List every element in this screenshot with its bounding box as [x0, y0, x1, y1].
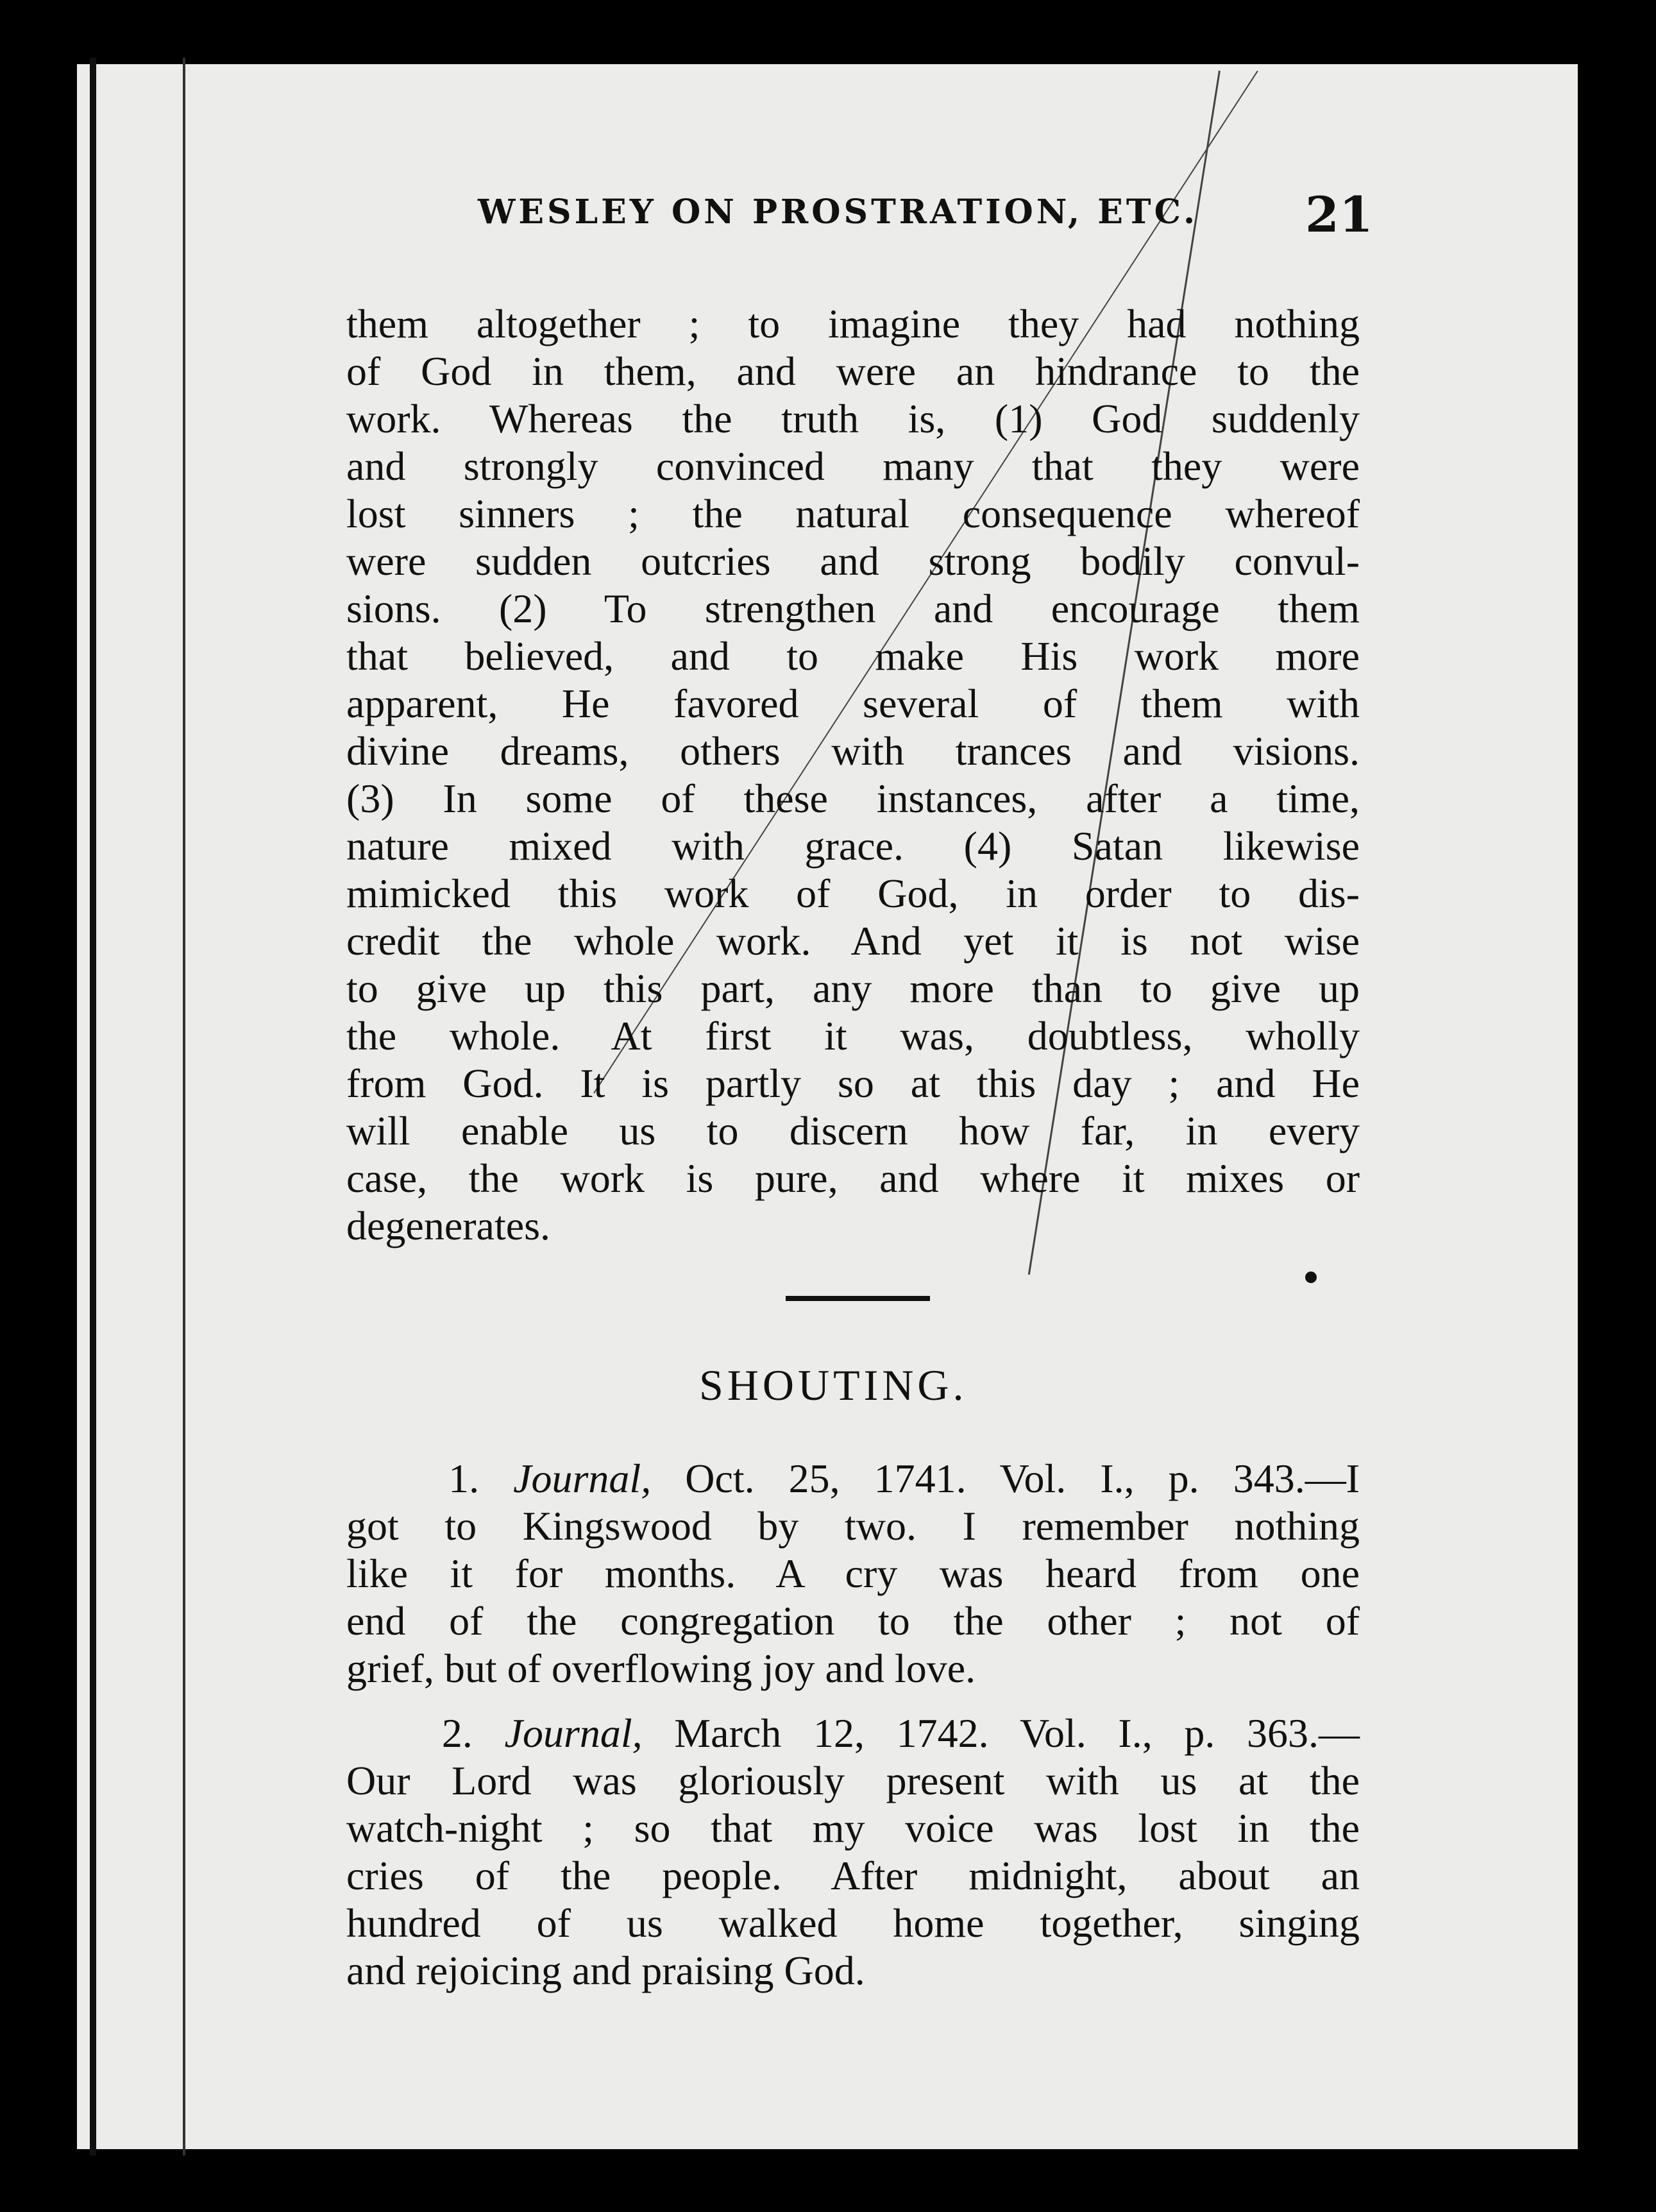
entry-number: 1. [448, 1456, 480, 1501]
text-line: (3) In some of these instances, after a time, [346, 776, 1360, 821]
paragraph-continued [346, 300, 1360, 1250]
text-line: grief, but of overflowing joy and love. [346, 1646, 976, 1691]
text-line: got to Kingswood by two. I remember nothing [346, 1503, 1360, 1549]
entry-2 [346, 1710, 1360, 1995]
page-number: 21 [1305, 186, 1373, 243]
page-edge-line [183, 58, 185, 2156]
text-line: hundred of us walked home together, singing [346, 1900, 1360, 1946]
entry-heading-line [346, 1710, 1360, 1757]
text-line: sions. (2) To strengthen and encourage them [346, 586, 1360, 631]
text-line: work. Whereas the truth is, (1) God suddenly [346, 396, 1360, 441]
entry-source: Journal, [513, 1456, 652, 1501]
entry-source: Journal, [504, 1710, 643, 1756]
section-divider [786, 1296, 930, 1301]
running-title: WESLEY ON PROSTRATION, ETC. [478, 192, 1199, 232]
text-line: from God. It is partly so at this day ; and He [346, 1060, 1360, 1106]
entry-reference: Oct. 25, 1741. Vol. I., p. 343.—I [651, 1456, 1360, 1501]
text-line: case, the work is pure, and where it mixes or [346, 1155, 1360, 1201]
text-line: the whole. At first it was, doubtless, wholly [346, 1013, 1360, 1059]
text-line: of God in them, and were an hindrance to the [346, 348, 1360, 394]
section-heading: SHOUTING. [699, 1361, 968, 1409]
entry-1 [346, 1455, 1360, 1692]
text-line: them altogether ; to imagine they had nothing [346, 301, 1360, 346]
entry-heading-line [346, 1455, 1360, 1502]
text-line: cries of the people. After midnight, about an [346, 1853, 1360, 1898]
text-line: watch-night ; so that my voice was lost in the [346, 1805, 1360, 1851]
ink-spot [1305, 1272, 1317, 1283]
text-line: nature mixed with grace. (4) Satan likewise [346, 823, 1360, 869]
text-line: Our Lord was gloriously present with us at the [346, 1758, 1360, 1803]
text-line: degenerates. [346, 1203, 551, 1248]
entry-reference: March 12, 1742. Vol. I., p. 363.— [642, 1710, 1360, 1756]
text-line: end of the congregation to the other ; not of [346, 1598, 1360, 1644]
text-line: lost sinners ; the natural consequence whereof [346, 491, 1360, 536]
text-line: and rejoicing and praising God. [346, 1948, 865, 1993]
text-line: and strongly convinced many that they were [346, 443, 1360, 489]
text-line: to give up this part, any more than to give up [346, 966, 1360, 1011]
text-line: credit the whole work. And yet it is not wise [346, 918, 1360, 964]
text-line: divine dreams, others with trances and visions. [346, 728, 1360, 774]
text-line: that believed, and to make His work more [346, 633, 1360, 679]
text-line: were sudden outcries and strong bodily convul- [346, 538, 1360, 584]
text-line: mimicked this work of God, in order to dis- [346, 871, 1360, 916]
entry-number: 2. [441, 1710, 473, 1756]
text-line: like it for months. A cry was heard from one [346, 1551, 1360, 1596]
text-line: apparent, He favored several of them with [346, 681, 1360, 726]
text-line: will enable us to discern how far, in every [346, 1108, 1360, 1153]
binding-edge [90, 58, 96, 2156]
